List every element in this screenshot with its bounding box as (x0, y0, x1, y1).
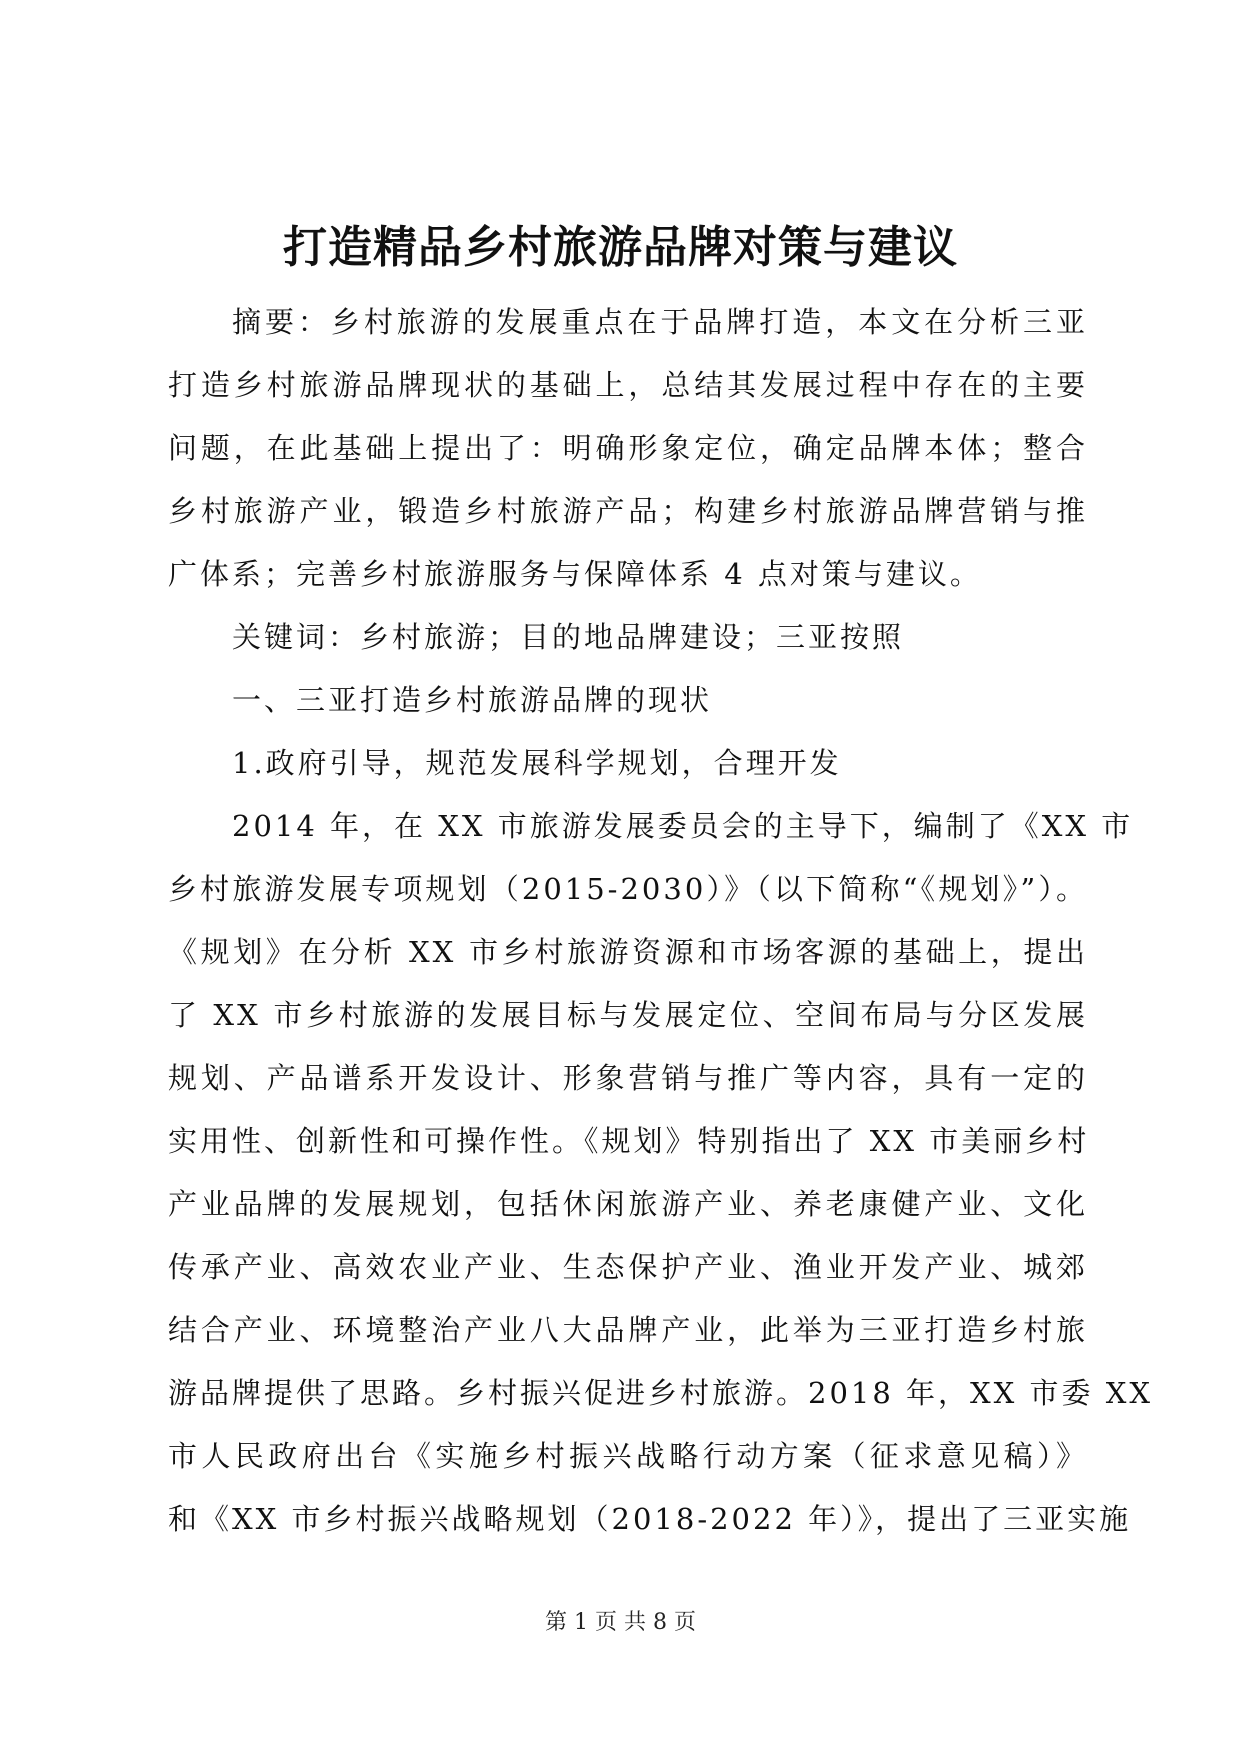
section-heading: 一、三亚打造乡村旅游品牌的现状 (232, 683, 713, 717)
paragraph-line-11: 市人民政府出台《实施乡村振兴战略行动方案（征求意见稿）》 (168, 1439, 1088, 1473)
page-footer: 第 1 页 共 8 页 (545, 1610, 696, 1635)
paragraph-line-10: 游品牌提供了思路。乡村振兴促进乡村旅游。2018 年，XX 市委 XX (168, 1376, 1154, 1410)
paragraph-line-1: 2014 年，在 XX 市旅游发展委员会的主导下，编制了《XX 市 (232, 809, 1134, 843)
paragraph-line-3: 《规划》在分析 XX 市乡村旅游资源和市场客源的基础上，提出 (168, 935, 1088, 969)
abstract-line-1: 摘要：乡村旅游的发展重点在于品牌打造，本文在分析三亚 (232, 305, 1088, 339)
paragraph-line-12: 和《XX 市乡村振兴战略规划（2018-2022 年）》，提出了三亚实施 (168, 1502, 1132, 1536)
keywords-line: 关键词：乡村旅游；目的地品牌建设；三亚按照 (232, 620, 905, 654)
subsection-heading: 1.政府引导，规范发展科学规划，合理开发 (232, 746, 842, 780)
paragraph-line-8: 传承产业、高效农业产业、生态保护产业、渔业开发产业、城郊 (168, 1250, 1088, 1284)
abstract-line-3: 问题，在此基础上提出了：明确形象定位，确定品牌本体；整合 (168, 431, 1088, 465)
document-body (168, 291, 1154, 1551)
paragraph-line-5: 规划、产品谱系开发设计、形象营销与推广等内容，具有一定的 (168, 1061, 1088, 1095)
paragraph-line-6: 实用性、创新性和可操作性。《规划》特别指出了 XX 市美丽乡村 (168, 1124, 1090, 1158)
paragraph-line-4: 了 XX 市乡村旅游的发展目标与发展定位、空间布局与分区发展 (168, 998, 1088, 1032)
abstract-line-4: 乡村旅游产业，锻造乡村旅游产品；构建乡村旅游品牌营销与推 (168, 494, 1088, 528)
paragraph-line-7: 产业品牌的发展规划，包括休闲旅游产业、养老康健产业、文化 (168, 1187, 1088, 1221)
abstract-line-2: 打造乡村旅游品牌现状的基础上，总结其发展过程中存在的主要 (168, 368, 1088, 402)
abstract-line-5: 广体系；完善乡村旅游服务与保障体系 4 点对策与建议。 (168, 557, 982, 591)
paragraph-line-9: 结合产业、环境整治产业八大品牌产业，此举为三亚打造乡村旅 (168, 1313, 1088, 1347)
document-title: 打造精品乡村旅游品牌对策与建议 (283, 222, 958, 273)
paragraph-line-2: 乡村旅游发展专项规划（2015-2030）》（以下简称“《规划》”）。 (168, 872, 1088, 906)
